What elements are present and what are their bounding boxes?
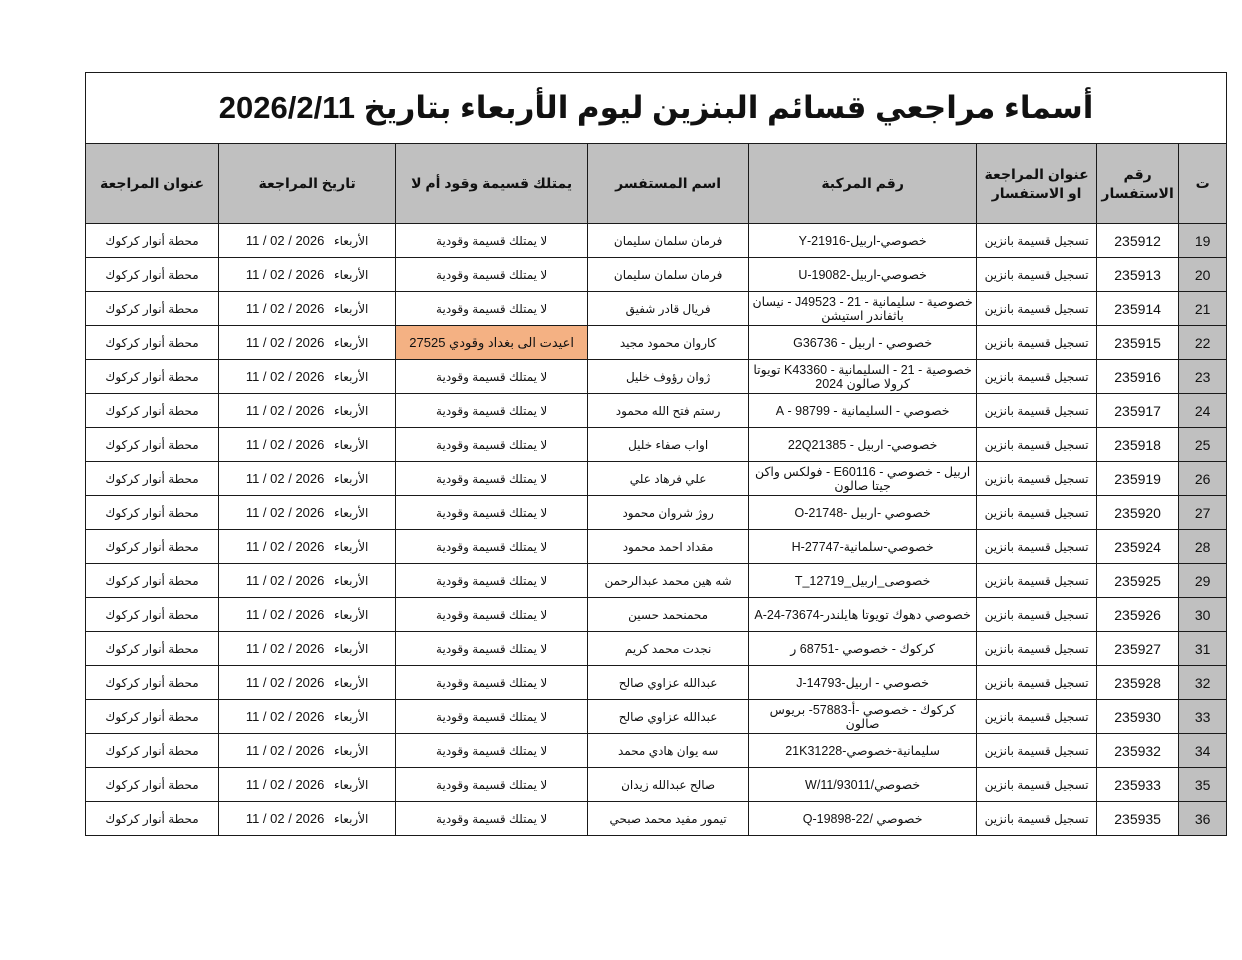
applicant-name: شه هين محمد عبدالرحمن [588,564,749,598]
vehicle-number: خصوصى_اربيل_12719_T [749,564,977,598]
applicant-name: تيمور مفيد محمد صبحي [588,802,749,836]
col-header-has-coupon: يمتلك قسيمة وقود أم لا [396,144,588,224]
vehicle-number: خصوصي -اربيل -21748-O [749,496,977,530]
review-day: الأربعاء [333,233,369,248]
review-date [219,632,396,666]
applicant-name: ژوان رؤوف خليل [588,360,749,394]
coupon-status: لا يمتلك قسيمة وقودية [396,292,588,326]
review-date-value: 11 / 02 / 2026 [245,232,325,248]
applicant-name: فريال قادر شفيق [588,292,749,326]
vehicle-number: خصوصية - 21 - السليمانية - K43360 تويوتا كرولا صالون 2024 [749,360,977,394]
applicant-name: رستم فتح الله محمود [588,394,749,428]
row-index: 28 [1179,530,1227,564]
review-date-value: 11 / 02 / 2026 [245,470,325,486]
vehicle-number: كركوك - خصوصي -أ-57883- بريوس صالون [749,700,977,734]
row-index: 22 [1179,326,1227,360]
inquiry-subject: تسجيل قسيمة بانزين [977,292,1097,326]
vehicle-number: اربيل - خصوصي - E60116 - فولكس واكن جيتا صالون [749,462,977,496]
coupon-status: لا يمتلك قسيمة وقودية [396,802,588,836]
review-date-value: 11 / 02 / 2026 [245,300,325,316]
review-day: الأربعاء [333,811,369,826]
review-location: محطة أنوار كركوك [86,462,219,496]
review-location: محطة أنوار كركوك [86,564,219,598]
row-index: 25 [1179,428,1227,462]
review-day: الأربعاء [333,505,369,520]
review-date-value: 11 / 02 / 2026 [245,776,325,792]
inquiry-subject: تسجيل قسيمة بانزين [977,802,1097,836]
coupon-status: لا يمتلك قسيمة وقودية [396,734,588,768]
review-day: الأربعاء [333,437,369,452]
row-index: 20 [1179,258,1227,292]
inquiry-subject: تسجيل قسيمة بانزين [977,666,1097,700]
row-index: 36 [1179,802,1227,836]
applicant-name: علي فرهاد علي [588,462,749,496]
applicant-name: اواب صفاء خليل [588,428,749,462]
review-day: الأربعاء [333,607,369,622]
row-index: 34 [1179,734,1227,768]
coupon-status: لا يمتلك قسيمة وقودية [396,700,588,734]
col-header-review-date: تاريخ المراجعة [219,144,396,224]
review-location: محطة أنوار كركوك [86,768,219,802]
applicant-name: عبدالله عزاوي صالح [588,666,749,700]
inquiry-subject: تسجيل قسيمة بانزين [977,564,1097,598]
review-location: محطة أنوار كركوك [86,700,219,734]
inquiry-number: 235915 [1097,326,1179,360]
coupon-status: اعيدت الى بغداد وقودي 27525 [396,326,588,360]
inquiry-number: 235935 [1097,802,1179,836]
vehicle-number: خصوصي - السليمانية - 98799 - A [749,394,977,428]
table-row [86,496,1227,530]
coupon-status: لا يمتلك قسيمة وقودية [396,224,588,258]
inquiry-number: 235926 [1097,598,1179,632]
table-row [86,734,1227,768]
vehicle-number: خصوصي- اربيل - 22Q21385 [749,428,977,462]
table-row [86,224,1227,258]
coupon-status: لا يمتلك قسيمة وقودية [396,496,588,530]
review-day: الأربعاء [333,777,369,792]
inquiry-subject: تسجيل قسيمة بانزين [977,632,1097,666]
applicant-name: صالح عبدالله زيدان [588,768,749,802]
vehicle-number: خصوصي - اربيل - G36736 [749,326,977,360]
inquiry-subject: تسجيل قسيمة بانزين [977,700,1097,734]
review-day: الأربعاء [333,301,369,316]
review-location: محطة أنوار كركوك [86,258,219,292]
vehicle-number: خصوصي/93011/W/11 [749,768,977,802]
review-day: الأربعاء [333,573,369,588]
inquiry-subject: تسجيل قسيمة بانزين [977,496,1097,530]
review-date-value: 11 / 02 / 2026 [245,266,325,282]
applicant-name: فرمان سلمان سليمان [588,224,749,258]
review-day: الأربعاء [333,471,369,486]
review-date-value: 11 / 02 / 2026 [245,368,325,384]
review-location: محطة أنوار كركوك [86,394,219,428]
review-day: الأربعاء [333,267,369,282]
review-date-value: 11 / 02 / 2026 [245,402,325,418]
row-index: 33 [1179,700,1227,734]
col-header-subject: عنوان المراجعة او الاستفسار [977,144,1097,224]
review-location: محطة أنوار كركوك [86,292,219,326]
table-row [86,802,1227,836]
table-row [86,632,1227,666]
review-date [219,394,396,428]
review-day: الأربعاء [333,743,369,758]
row-index: 31 [1179,632,1227,666]
review-location: محطة أنوار كركوك [86,326,219,360]
inquiry-subject: تسجيل قسيمة بانزين [977,598,1097,632]
inquiry-number: 235916 [1097,360,1179,394]
review-date [219,700,396,734]
coupon-status: لا يمتلك قسيمة وقودية [396,530,588,564]
review-day: الأربعاء [333,369,369,384]
inquiry-number: 235925 [1097,564,1179,598]
coupon-status: لا يمتلك قسيمة وقودية [396,258,588,292]
inquiry-number: 235917 [1097,394,1179,428]
coupon-status: لا يمتلك قسيمة وقودية [396,360,588,394]
applicant-name: فرمان سلمان سليمان [588,258,749,292]
review-day: الأربعاء [333,709,369,724]
inquiry-number: 235928 [1097,666,1179,700]
review-date [219,496,396,530]
coupon-status: لا يمتلك قسيمة وقودية [396,428,588,462]
table-row [86,258,1227,292]
review-date [219,360,396,394]
coupon-status: لا يمتلك قسيمة وقودية [396,394,588,428]
table-row [86,700,1227,734]
row-index: 27 [1179,496,1227,530]
inquiry-number: 235924 [1097,530,1179,564]
inquiry-subject: تسجيل قسيمة بانزين [977,768,1097,802]
col-header-vehicle-number: رقم المركبة [749,144,977,224]
review-date-value: 11 / 02 / 2026 [245,640,325,656]
coupon-status: لا يمتلك قسيمة وقودية [396,632,588,666]
row-index: 21 [1179,292,1227,326]
review-date [219,258,396,292]
col-header-inquiry-number: رقم الاستفسار [1097,144,1179,224]
table-row [86,428,1227,462]
review-location: محطة أنوار كركوك [86,360,219,394]
review-date [219,666,396,700]
review-location: محطة أنوار كركوك [86,530,219,564]
review-date-value: 11 / 02 / 2026 [245,504,325,520]
vehicle-number: خصوصي /22-19898-Q [749,802,977,836]
row-index: 32 [1179,666,1227,700]
table-row [86,360,1227,394]
inquiry-subject: تسجيل قسيمة بانزين [977,224,1097,258]
inquiry-number: 235927 [1097,632,1179,666]
inquiry-subject: تسجيل قسيمة بانزين [977,428,1097,462]
inquiry-number: 235930 [1097,700,1179,734]
review-date [219,530,396,564]
inquiry-subject: تسجيل قسيمة بانزين [977,360,1097,394]
col-header-index: ت [1179,144,1227,224]
review-location: محطة أنوار كركوك [86,496,219,530]
inquiry-subject: تسجيل قسيمة بانزين [977,394,1097,428]
review-date [219,326,396,360]
inquiry-subject: تسجيل قسيمة بانزين [977,530,1097,564]
inquiry-number: 235919 [1097,462,1179,496]
inquiry-subject: تسجيل قسيمة بانزين [977,734,1097,768]
applicant-name: محمنحمد حسين [588,598,749,632]
inquiry-subject: تسجيل قسيمة بانزين [977,326,1097,360]
inquiry-number: 235932 [1097,734,1179,768]
page-title: أسماء مراجعي قسائم البنزين ليوم الأربعاء بتاريخ 2026/2/11 [86,73,1227,144]
applicant-name: عبدالله عزاوي صالح [588,700,749,734]
vehicle-number: خصوصي دهوك تويوتا هايلندر-A-24-73674 [749,598,977,632]
coupon-status: لا يمتلك قسيمة وقودية [396,462,588,496]
review-date [219,564,396,598]
review-date-value: 11 / 02 / 2026 [245,674,325,690]
table-row [86,394,1227,428]
review-location: محطة أنوار كركوك [86,428,219,462]
inquiry-subject: تسجيل قسيمة بانزين [977,462,1097,496]
applicant-name: كاروان محمود مجيد [588,326,749,360]
coupon-status: لا يمتلك قسيمة وقودية [396,666,588,700]
inquiry-subject: تسجيل قسيمة بانزين [977,258,1097,292]
review-date-value: 11 / 02 / 2026 [245,334,325,350]
row-index: 26 [1179,462,1227,496]
inquiry-number: 235933 [1097,768,1179,802]
inquiry-number: 235914 [1097,292,1179,326]
inquiry-number: 235920 [1097,496,1179,530]
coupon-status: لا يمتلك قسيمة وقودية [396,564,588,598]
review-date [219,428,396,462]
row-index: 35 [1179,768,1227,802]
review-date [219,224,396,258]
vehicle-number: كركوك - خصوصي -68751 ر [749,632,977,666]
row-index: 23 [1179,360,1227,394]
applicant-name: نجدت محمد كريم [588,632,749,666]
review-date-value: 11 / 02 / 2026 [245,606,325,622]
row-index: 19 [1179,224,1227,258]
applicant-name: روژ شروان محمود [588,496,749,530]
row-index: 24 [1179,394,1227,428]
inquiry-number: 235913 [1097,258,1179,292]
row-index: 30 [1179,598,1227,632]
review-date-value: 11 / 02 / 2026 [245,538,325,554]
vehicle-number: خصوصي-اربيل-19082-U [749,258,977,292]
review-date-value: 11 / 02 / 2026 [245,742,325,758]
table-row [86,292,1227,326]
applicants-table [85,72,1227,836]
applicant-name: مقداد احمد محمود [588,530,749,564]
table-row [86,768,1227,802]
coupon-status: لا يمتلك قسيمة وقودية [396,768,588,802]
review-day: الأربعاء [333,539,369,554]
review-day: الأربعاء [333,675,369,690]
header-row [86,144,1227,224]
review-date-value: 11 / 02 / 2026 [245,810,325,826]
vehicle-number: خصوصي-سلمانية-27747-H [749,530,977,564]
table-row [86,530,1227,564]
review-date [219,462,396,496]
review-day: الأربعاء [333,403,369,418]
review-date-value: 11 / 02 / 2026 [245,572,325,588]
coupon-status: لا يمتلك قسيمة وقودية [396,598,588,632]
vehicle-number: خصوصي - اربيل-14793-J [749,666,977,700]
review-location: محطة أنوار كركوك [86,598,219,632]
table-row [86,598,1227,632]
table-row [86,462,1227,496]
inquiry-number: 235912 [1097,224,1179,258]
review-date [219,802,396,836]
table-body [86,224,1227,836]
row-index: 29 [1179,564,1227,598]
review-location: محطة أنوار كركوك [86,632,219,666]
table-row [86,666,1227,700]
vehicle-number: سليمانية-خصوصي-21K31228 [749,734,977,768]
review-date [219,768,396,802]
applicant-name: سه يوان هادي محمد [588,734,749,768]
col-header-review-location: عنوان المراجعة [86,144,219,224]
review-date-value: 11 / 02 / 2026 [245,436,325,452]
review-date-value: 11 / 02 / 2026 [245,708,325,724]
review-date [219,292,396,326]
inquiry-number: 235918 [1097,428,1179,462]
col-header-applicant-name: اسم المستفسر [588,144,749,224]
review-location: محطة أنوار كركوك [86,224,219,258]
vehicle-number: خصوصية - سليمانية - 21 - J49523 - نيسان باثفاندر استيشن [749,292,977,326]
table-row [86,564,1227,598]
review-date [219,734,396,768]
fuel-coupon-sheet [85,72,1226,836]
review-day: الأربعاء [333,641,369,656]
review-day: الأربعاء [333,335,369,350]
vehicle-number: خصوصي-اربيل-21916-Y [749,224,977,258]
review-location: محطة أنوار كركوك [86,666,219,700]
review-location: محطة أنوار كركوك [86,802,219,836]
table-row [86,326,1227,360]
review-location: محطة أنوار كركوك [86,734,219,768]
review-date [219,598,396,632]
